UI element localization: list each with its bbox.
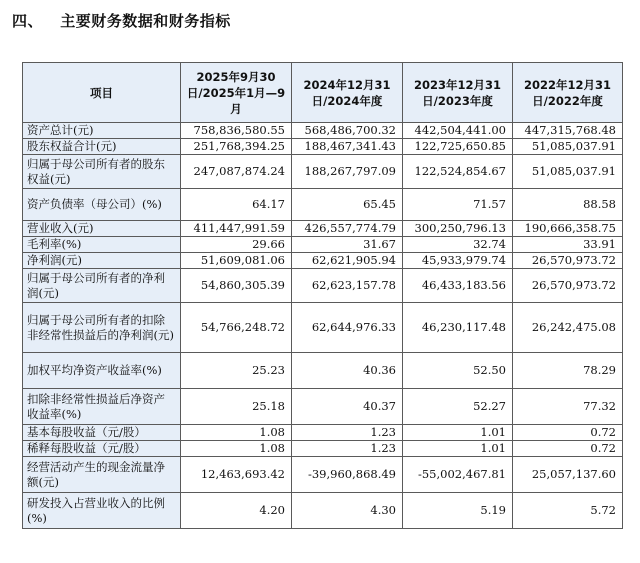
section-number: 四、 [12,12,44,30]
header-2025: 2025年9月30日/2025年1月—9月 [181,63,292,123]
row-value: 26,242,475.08 [513,303,623,353]
header-item: 项目 [23,63,181,123]
row-value: 51,609,081.06 [181,253,292,269]
row-label: 经营活动产生的现金流量净额(元) [23,457,181,493]
row-value: 25,057,137.60 [513,457,623,493]
row-value: 62,644,976.33 [292,303,403,353]
table-row [23,237,623,253]
row-value: 88.58 [513,189,623,221]
row-label: 归属于母公司所有者的扣除非经常性损益后的净利润(元) [23,303,181,353]
row-label: 资产负债率（母公司）(%) [23,189,181,221]
row-value: 65.45 [292,189,403,221]
table-row [23,441,623,457]
header-2024: 2024年12月31日/2024年度 [292,63,403,123]
row-value: 5.19 [403,493,513,529]
row-value: 4.30 [292,493,403,529]
table-header-row [23,63,623,123]
header-2023: 2023年12月31日/2023年度 [403,63,513,123]
section-heading [12,10,231,31]
table-row [23,353,623,389]
row-value: 4.20 [181,493,292,529]
row-value: 62,621,905.94 [292,253,403,269]
row-value: 64.17 [181,189,292,221]
table-row [23,389,623,425]
row-value: 71.57 [403,189,513,221]
row-value: 442,504,441.00 [403,123,513,139]
row-value: 122,725,650.85 [403,139,513,155]
row-value: 54,860,305.39 [181,269,292,303]
row-label: 营业收入(元) [23,221,181,237]
row-label: 股东权益合计(元) [23,139,181,155]
row-value: 77.32 [513,389,623,425]
row-value: 447,315,768.48 [513,123,623,139]
row-value: 247,087,874.24 [181,155,292,189]
row-value: 40.36 [292,353,403,389]
table-row [23,155,623,189]
row-value: 1.08 [181,425,292,441]
row-value: 46,433,183.56 [403,269,513,303]
table-row [23,425,623,441]
row-value: 46,230,117.48 [403,303,513,353]
section-title: 主要财务数据和财务指标 [60,12,231,30]
row-value: -39,960,868.49 [292,457,403,493]
row-value: 62,623,157.78 [292,269,403,303]
row-label: 加权平均净资产收益率(%) [23,353,181,389]
table-row [23,457,623,493]
row-value: 51,085,037.91 [513,155,623,189]
row-value: 32.74 [403,237,513,253]
row-value: 190,666,358.75 [513,221,623,237]
row-value: 1.23 [292,441,403,457]
row-label: 基本每股收益（元/股） [23,425,181,441]
row-value: 52.50 [403,353,513,389]
row-value: 188,467,341.43 [292,139,403,155]
table-row [23,493,623,529]
financial-indicators-table [22,62,623,529]
row-label: 资产总计(元) [23,123,181,139]
row-value: 54,766,248.72 [181,303,292,353]
table-row [23,189,623,221]
row-value: 300,250,796.13 [403,221,513,237]
table-row [23,303,623,353]
table-row [23,123,623,139]
row-value: -55,002,467.81 [403,457,513,493]
row-value: 52.27 [403,389,513,425]
row-value: 568,486,700.32 [292,123,403,139]
row-value: 122,524,854.67 [403,155,513,189]
row-value: 26,570,973.72 [513,253,623,269]
table-row [23,269,623,303]
row-label: 稀释每股收益（元/股） [23,441,181,457]
header-2022: 2022年12月31日/2022年度 [513,63,623,123]
row-value: 1.01 [403,441,513,457]
row-value: 45,933,979.74 [403,253,513,269]
row-value: 78.29 [513,353,623,389]
row-label: 归属于母公司所有者的净利润(元) [23,269,181,303]
row-value: 426,557,774.79 [292,221,403,237]
row-value: 29.66 [181,237,292,253]
row-value: 1.23 [292,425,403,441]
row-value: 411,447,991.59 [181,221,292,237]
row-value: 5.72 [513,493,623,529]
row-label: 扣除非经常性损益后净资产收益率(%) [23,389,181,425]
row-value: 25.23 [181,353,292,389]
row-value: 12,463,693.42 [181,457,292,493]
row-value: 251,768,394.25 [181,139,292,155]
row-label: 研发投入占营业收入的比例(%) [23,493,181,529]
row-value: 1.01 [403,425,513,441]
row-value: 33.91 [513,237,623,253]
row-value: 25.18 [181,389,292,425]
row-value: 0.72 [513,425,623,441]
table-row [23,139,623,155]
row-value: 1.08 [181,441,292,457]
row-value: 758,836,580.55 [181,123,292,139]
row-label: 归属于母公司所有者的股东权益(元) [23,155,181,189]
row-value: 188,267,797.09 [292,155,403,189]
table-row [23,221,623,237]
row-label: 毛利率(%) [23,237,181,253]
row-value: 0.72 [513,441,623,457]
row-label: 净利润(元) [23,253,181,269]
table-row [23,253,623,269]
row-value: 31.67 [292,237,403,253]
row-value: 26,570,973.72 [513,269,623,303]
row-value: 51,085,037.91 [513,139,623,155]
row-value: 40.37 [292,389,403,425]
